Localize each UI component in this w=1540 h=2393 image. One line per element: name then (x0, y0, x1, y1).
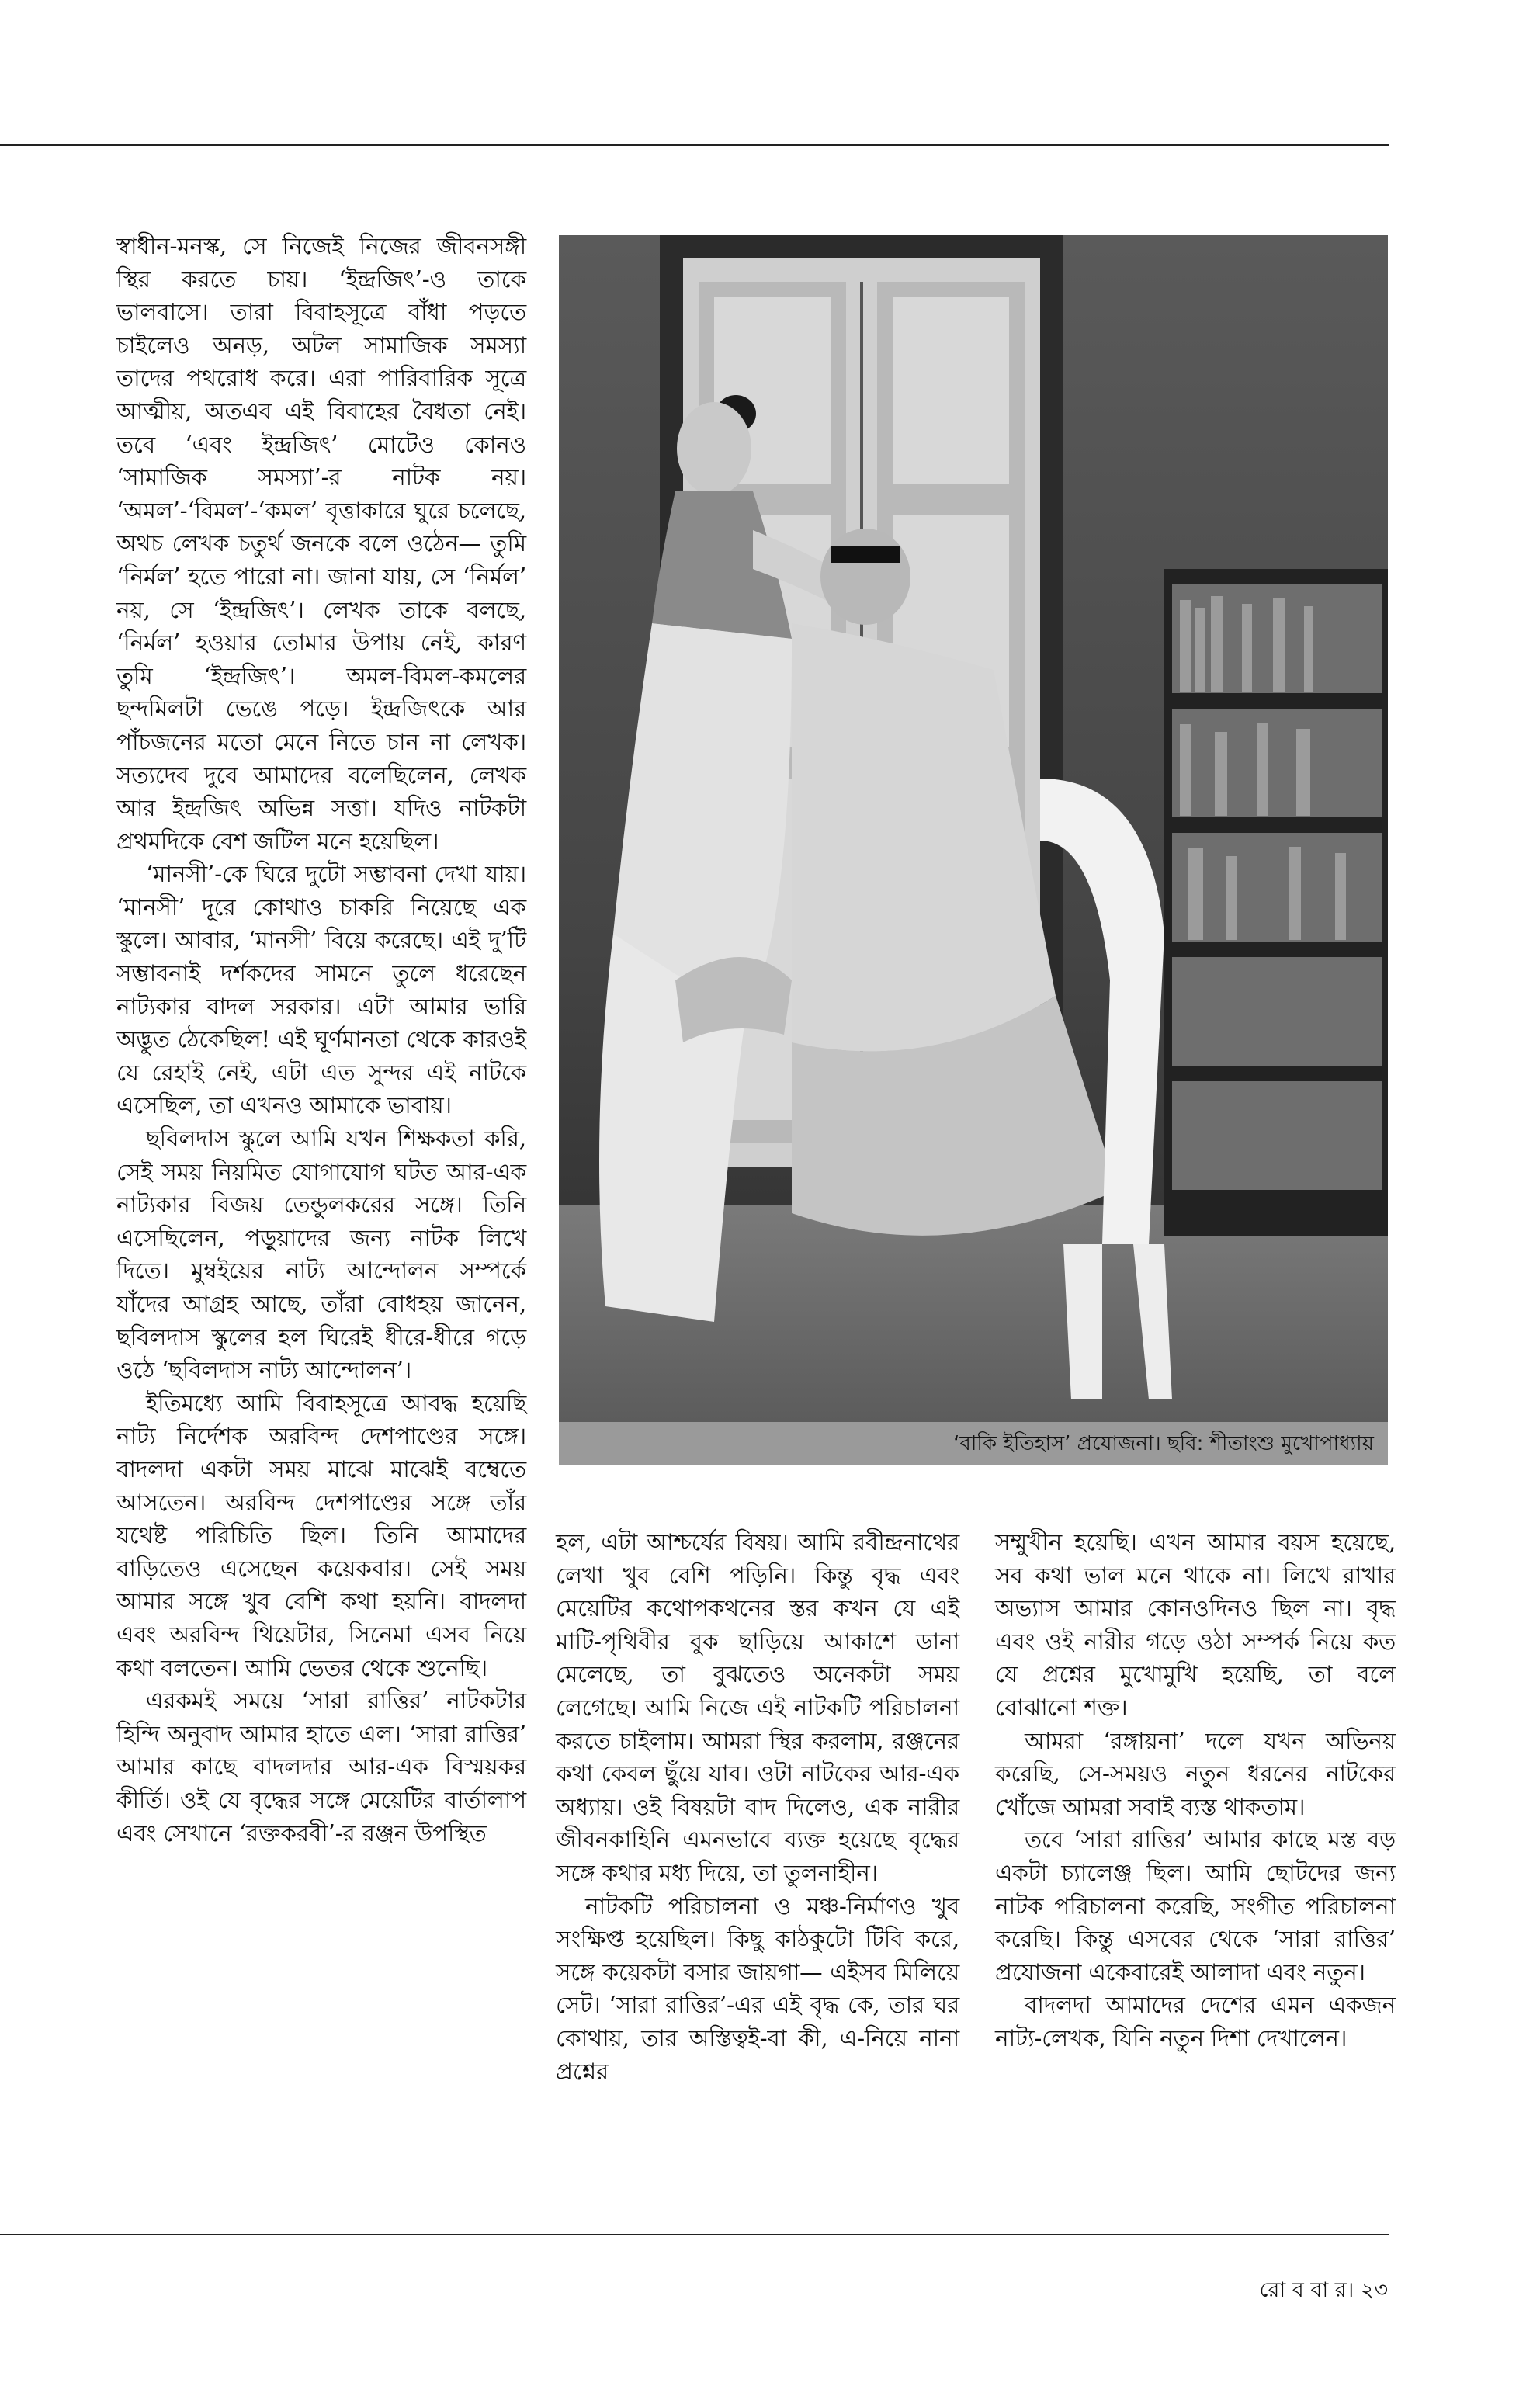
production-photo (559, 235, 1388, 1422)
paragraph: নাটকটি পরিচালনা ও মঞ্চ-নির্মাণও খুব সংক্ষিপ্ত হয়েছিল। কিছু কাঠকুটো টিবি করে, সঙ্গে কয়েকটা বসার জায়গা— এইসব মিলিয়ে সেট। ‘সারা রাত্তির’-এর এই বৃদ্ধ কে, তার ঘর কোথায়, তার অস্তিত্বই-বা কী, এ-নিয়ে নানা প্রশ্নের (556, 1892, 959, 2085)
paragraph: হল, এটা আশ্চর্যের বিষয়। আমি রবীন্দ্রনাথের লেখা খুব বেশি পড়িনি। কিন্তু বৃদ্ধ এবং মেয়েটির কথোপকথনের স্তর কখন যে এই মাটি-পৃথিবীর বুক ছাড়িয়ে আকাশে ডানা মেলেছে, তা বুঝতেও অনেকটা সময় লেগেছে। আমি নিজে এই নাটকটি পরিচালনা করতে চাইলাম। আমরা স্থির করলাম, রঞ্জনের কথা কেবল ছুঁয়ে যাব। ওটা নাটকের আর-এক অধ্যায়। ওই বিষয়টা বাদ দিলেও, এক নারীর জীবনকাহিনি এমনভাবে ব্যক্ত হয়েছে বৃদ্ধের সঙ্গে কথার মধ্য দিয়ে, তা তুলনাহীন। (556, 1529, 959, 1886)
paragraph: তবে ‘সারা রাত্তির’ আমার কাছে মস্ত বড় একটা চ্যালেঞ্জ ছিল। আমি ছোটদের জন্য নাটক পরিচালনা করেছি, সংগীত পরিচালনা করেছি। কিন্তু এসবের থেকে ‘সারা রাত্তির’ প্রযোজনা একেবারেই আলাদা এবং নতুন। (995, 1826, 1396, 1985)
paragraph: আমরা ‘রঙ্গায়না’ দলে যখন অভিনয় করেছি, সে-সময়ও নতুন ধরনের নাটকের খোঁজে আমরা সবাই ব্যস্ত থাকতাম। (995, 1727, 1396, 1820)
top-rule (0, 144, 1389, 146)
article-column-1 (116, 230, 526, 1850)
paragraph: এরকমই সময়ে ‘সারা রাত্তির’ নাটকটার হিন্দি অনুবাদ আমার হাতে এল। ‘সারা রাত্তির’ আমার কাছে বাদলদার আর-এক বিস্ময়কর কীর্তি। ওই যে বৃদ্ধের সঙ্গে মেয়েটির বার্তালাপ এবং সেখানে ‘রক্তকরবী’-র রঞ্জন উপস্থিত (116, 1687, 526, 1847)
photo-caption: ‘বাকি ইতিহাস’ প্রযোজনা। ছবি: শীতাংশু মুখোপাধ্যায় (559, 1422, 1388, 1465)
paragraph: ‘মানসী’-কে ঘিরে দুটো সম্ভাবনা দেখা যায়। ‘মানসী’ দূরে কোথাও চাকরি নিয়েছে এক স্কুলে। আবার, ‘মানসী’ বিয়ে করেছে। এই দু’টি সম্ভাবনাই দর্শকদের সামনে তুলে ধরেছেন নাট্যকার বাদল সরকার। এটা আমার ভারি অদ্ভুত ঠেকেছিল! এই ঘূর্ণমানতা থেকে কারওই যে রেহাই নেই, এটা এত সুন্দর এই নাটকে এসেছিল, তা এখনও আমাকে ভাবায়। (116, 861, 526, 1119)
paragraph: ইতিমধ্যে আমি বিবাহসূত্রে আবদ্ধ হয়েছি নাট্য নির্দেশক অরবিন্দ দেশপাণ্ডের সঙ্গে। বাদলদা একটা সময় মাঝে মাঝেই বম্বেতে আসতেন। অরবিন্দ দেশপাণ্ডের সঙ্গে তাঁর যথেষ্ট পরিচিতি ছিল। তিনি আমাদের বাড়িতেও এসেছেন কয়েকবার। সেই সময় আমার সঙ্গে খুব বেশি কথা হয়নি। বাদলদা এবং অরবিন্দ থিয়েটার, সিনেমা এসব নিয়ে কথা বলতেন। আমি ভেতর থেকে শুনেছি। (116, 1389, 526, 1681)
paragraph: স্বাধীন-মনস্ক, সে নিজেই নিজের জীবনসঙ্গী স্থির করতে চায়। ‘ইন্দ্রজিৎ’-ও তাকে ভালবাসে। তারা বিবাহসূত্রে বাঁধা পড়তে চাইলেও অনড়, অটল সামাজিক সমস্যা তাদের পথরোধ করে। এরা পারিবারিক সূত্রে আত্মীয়, অতএব এই বিবাহের বৈধতা নেই। তবে ‘এবং ইন্দ্রজিৎ’ মোটেও কোনও ‘সামাজিক সমস্যা’-র নাটক নয়। ‘অমল’-‘বিমল’-‘কমল’ বৃত্তাকারে ঘুরে চলেছে, অথচ লেখক চতুর্থ জনকে বলে ওঠেন— তুমি ‘নির্মল’ হতে পারো না। জানা যায়, সে ‘নির্মল’ নয়, সে ‘ইন্দ্রজিৎ’। লেখক তাকে বলছে, ‘নির্মল’ হওয়ার তোমার উপায় নেই, কারণ তুমি ‘ইন্দ্রজিৎ’। অমল-বিমল-কমলের ছন্দমিলটা ভেঙে পড়ে। ইন্দ্রজিৎকে আর পাঁচজনের মতো মেনে নিতে চান না লেখক। সত্যদেব দুবে আমাদের বলেছিলেন, লেখক আর ইন্দ্রজিৎ অভিন্ন সত্তা। যদিও নাটকটা প্রথমদিকে বেশ জটিল মনে হয়েছিল। (116, 233, 526, 855)
article-column-3 (995, 1526, 1396, 2055)
paragraph: সম্মুখীন হয়েছি। এখন আমার বয়স হয়েছে, সব কথা ভাল মনে থাকে না। লিখে রাখার অভ্যাস আমার কোনওদিনও ছিল না। বৃদ্ধ এবং ওই নারীর গড়ে ওঠা সম্পর্ক নিয়ে কত যে প্রশ্নের মুখোমুখি হয়েছি, তা বলে বোঝানো শক্ত। (995, 1529, 1396, 1721)
photo-illustration (559, 235, 1388, 1422)
article-column-2 (556, 1526, 959, 2088)
bottom-rule (0, 2234, 1389, 2235)
paragraph: বাদলদা আমাদের দেশের এমন একজন নাট্য-লেখক, যিনি নতুন দিশা দেখালেন। (995, 1992, 1396, 2051)
paragraph: ছবিলদাস স্কুলে আমি যখন শিক্ষকতা করি, সেই সময় নিয়মিত যোগাযোগ ঘটত আর-এক নাট্যকার বিজয় তেন্ডুলকরের সঙ্গে। তিনি এসেছিলেন, পড়ুয়াদের জন্য নাটক লিখে দিতে। মুম্বইয়ের নাট্য আন্দোলন সম্পর্কে যাঁদের আগ্রহ আছে, তাঁরা বোধহয় জানেন, ছবিলদাস স্কুলের হল ঘিরেই ধীরে-ধীরে গড়ে ওঠে ‘ছবিলদাস নাট্য আন্দোলন’। (116, 1125, 526, 1384)
page-footer: রো ব বা র। ২৩ (1259, 2278, 1388, 2302)
